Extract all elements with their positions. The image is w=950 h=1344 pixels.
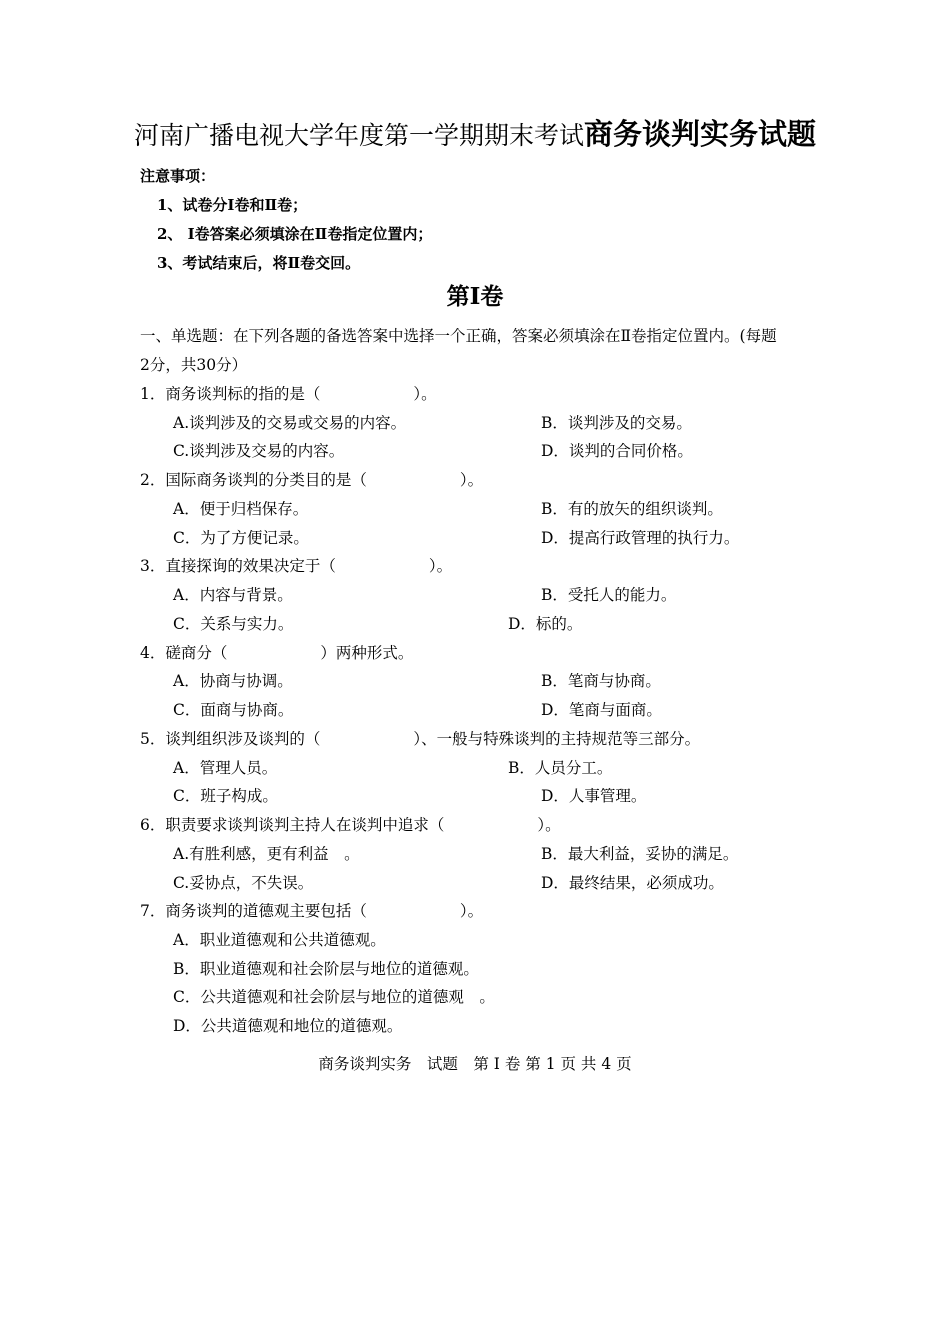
section-instruction: 一、单选题：在下列各题的备选答案中选择一个正确，答案必须填涂在Ⅱ卷指定位置内。(每题 <box>140 327 777 345</box>
option-c: C．公共道德观和社会阶层与地位的道德观 。 <box>173 988 495 1006</box>
option-d: D．人事管理。 <box>541 787 647 805</box>
option-b: B．人员分工。 <box>508 759 613 777</box>
option-d: D．标的。 <box>508 615 583 633</box>
option-b: B．最大利益，妥协的满足。 <box>541 845 739 863</box>
option-c: C.妥协点，不失误。 <box>173 874 314 892</box>
question-stem: 4．磋商分（ ）两种形式。 <box>140 644 414 662</box>
volume-title: 第Ⅰ卷 <box>446 283 504 310</box>
option-d: D．公共道德观和地位的道德观。 <box>173 1017 403 1035</box>
question-stem: 6．职责要求谈判谈判主持人在谈判中追求（ ）。 <box>140 816 561 834</box>
option-c: C．为了方便记录。 <box>173 529 309 547</box>
option-d: D．最终结果，必须成功。 <box>541 874 724 892</box>
option-c: C.谈判涉及交易的内容。 <box>173 442 345 460</box>
option-d: D．谈判的合同价格。 <box>541 442 693 460</box>
note-item: 1、试卷分Ⅰ卷和Ⅱ卷； <box>157 196 308 214</box>
option-a: A.谈判涉及的交易或交易的内容。 <box>173 414 407 432</box>
notes-heading: 注意事项： <box>140 167 216 185</box>
option-a: A．管理人员。 <box>173 759 278 777</box>
option-b: B．谈判涉及的交易。 <box>541 414 692 432</box>
option-c: C．关系与实力。 <box>173 615 294 633</box>
option-a: A．职业道德观和公共道德观。 <box>173 931 386 949</box>
question-stem: 5．谈判组织涉及谈判的（ ）、一般与特殊谈判的主持规范等三部分。 <box>140 730 701 748</box>
question-stem: 2．国际商务谈判的分类目的是（ ）。 <box>140 471 484 489</box>
note-item: 3、考试结束后，将Ⅱ卷交回。 <box>157 254 361 272</box>
option-b: B．笔商与协商。 <box>541 672 661 690</box>
note-item: 2、 Ⅰ卷答案必须填涂在Ⅱ卷指定位置内； <box>157 225 433 243</box>
option-c: C．班子构成。 <box>173 787 278 805</box>
option-b: B．有的放矢的组织谈判。 <box>541 500 723 518</box>
option-d: D．提高行政管理的执行力。 <box>541 529 740 547</box>
option-a: A．内容与背景。 <box>173 586 293 604</box>
exam-title <box>0 116 950 154</box>
option-d: D．笔商与面商。 <box>541 701 662 719</box>
title-subject: 商务谈判实务试题 <box>584 117 817 151</box>
option-b: B．职业道德观和社会阶层与地位的道德观。 <box>173 960 479 978</box>
question-stem: 1．商务谈判标的指的是（ ）。 <box>140 385 437 403</box>
title-prefix: 河南广播电视大学年度第一学期期末考试 <box>133 121 584 150</box>
option-a: A．协商与协调。 <box>173 672 293 690</box>
question-stem: 7．商务谈判的道德观主要包括（ ）。 <box>140 902 484 920</box>
question-stem: 3．直接探询的效果决定于（ ）。 <box>140 557 453 575</box>
option-c: C．面商与协商。 <box>173 701 294 719</box>
option-b: B．受托人的能力。 <box>541 586 677 604</box>
section-instruction-cont: 2分，共30分） <box>140 356 248 374</box>
page-footer: 商务谈判实务 试题 第 Ⅰ 卷 第 1 页 共 4 页 <box>318 1055 632 1073</box>
option-a: A.有胜利感，更有利益 。 <box>173 845 360 863</box>
option-a: A．便于归档保存。 <box>173 500 309 518</box>
